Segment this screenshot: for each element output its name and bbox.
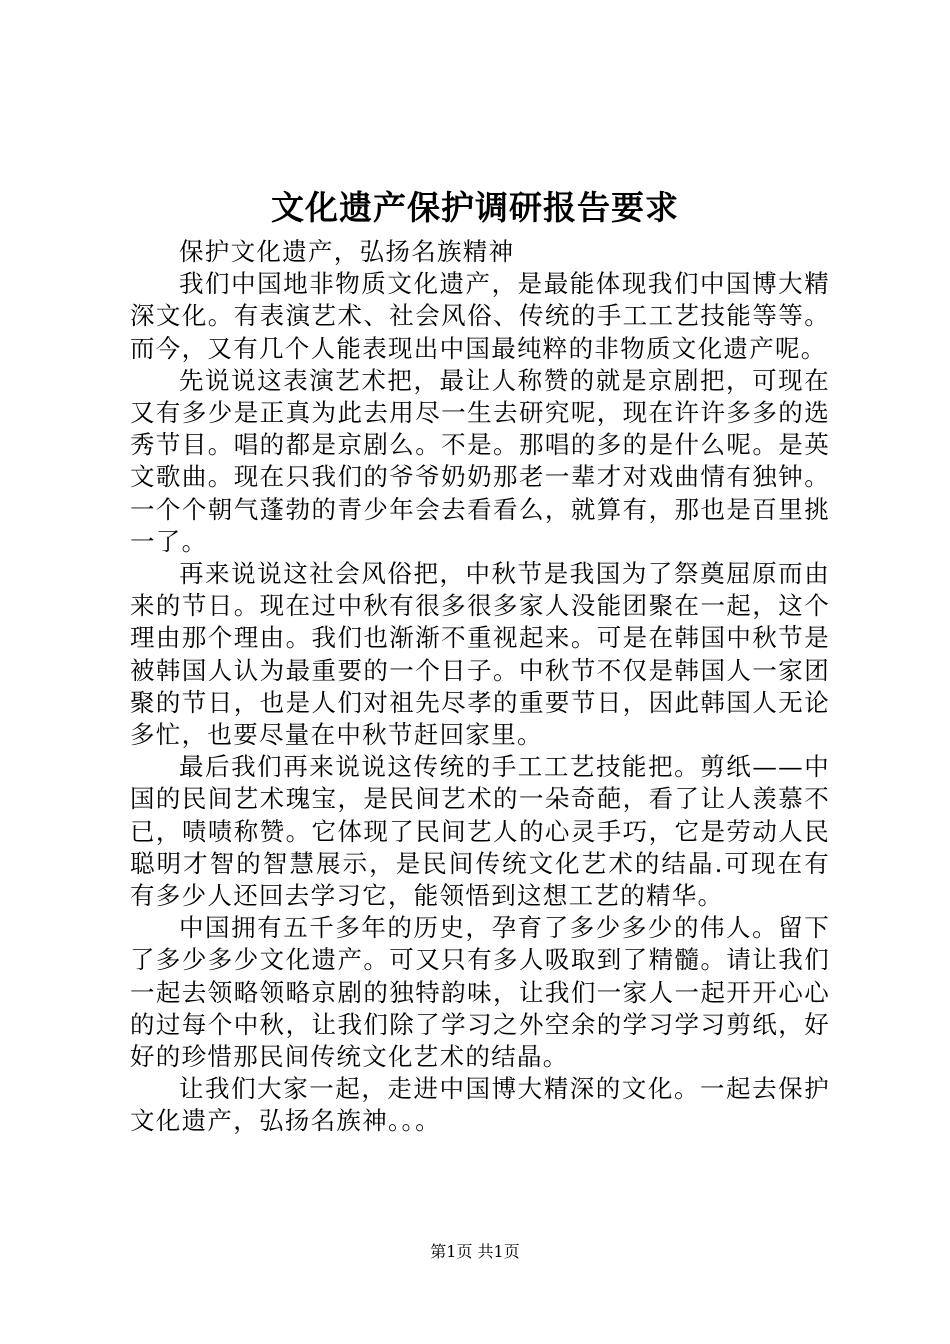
paragraph: 先说说这表演艺术把，最让人称赞的就是京剧把，可现在又有多少是正真为此去用尽一生去研究呢，现在许许多多的选秀节目。唱的都是京剧么。不是。那唱的多的是什么呢。是英文歌曲。现在只我们的爷爷奶奶那老一辈才对戏曲情有独钟。一个个朝气蓬勃的青少年会去看看么，就算有，那也是百里挑一了。 — [130, 365, 830, 556]
paragraph: 最后我们再来说说这传统的手工工艺技能把。剪纸——中国的民间艺术瑰宝，是民间艺术的一朵奇葩，看了让人羡慕不已，啧啧称赞。它体现了民间艺人的心灵手巧，它是劳动人民聪明才智的智慧展示，是民间传统文化艺术的结晶.可现在有有多少人还回去学习它，能领悟到这想工艺的精华。 — [130, 752, 830, 911]
paragraph: 让我们大家一起，走进中国博大精深的文化。一起去保护文化遗产，弘扬名族神。。。 — [130, 1074, 830, 1136]
document-body — [130, 236, 830, 1138]
paragraph: 保护文化遗产，弘扬名族精神 — [179, 237, 515, 266]
paragraph: 中国拥有五千多年的历史，孕育了多少多少的伟人。留下了多少多少文化遗产。可又只有多人吸取到了精髓。请让我们一起去领略领略京剧的独特韵味，让我们一家人一起开开心心的过每个中秋，让我们除了学习之外空余的学习学习剪纸，好好的珍惜那民间传统文化艺术的结晶。 — [130, 913, 830, 1072]
paragraph: 再来说说这社会风俗把，中秋节是我国为了祭奠屈原而由来的节日。现在过中秋有很多很多家人没能团聚在一起，这个理由那个理由。我们也渐渐不重视起来。可是在韩国中秋节是被韩国人认为最重要的一个日子。中秋节不仅是韩国人一家团聚的节日，也是人们对祖先尽孝的重要节日，因此韩国人无论多忙，也要尽量在中秋节赶回家里。 — [130, 559, 830, 750]
document-title: 文化遗产保护调研报告要求 — [271, 188, 679, 227]
paragraph: 我们中国地非物质文化遗产，是最能体现我们中国博大精深文化。有表演艺术、社会风俗、传统的手工工艺技能等等。而今，又有几个人能表现出中国最纯粹的非物质文化遗产呢。 — [130, 269, 830, 363]
page-number-footer: 第1页 共1页 — [430, 1242, 520, 1261]
